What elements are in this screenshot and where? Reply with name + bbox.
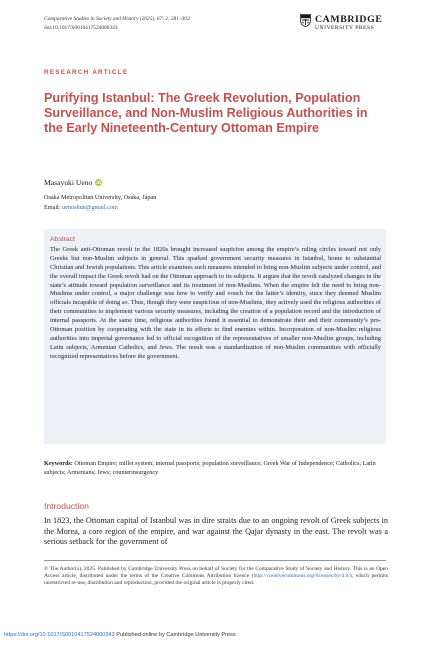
copyright-text-a: © The Author(s), 2025. Published by Cambridge University Press on behalf of Society for the Comparative Study of Society and History. This is an Open Access article, distributed under the terms of the Creative Commons Attribution licence ( <box>44 566 388 579</box>
copyright-text-b: ), which permits unrestricted re-use, distribution and reproduction, provided the original article is properly cited. <box>44 573 389 586</box>
keywords-label: Keywords: <box>44 460 73 467</box>
abstract-heading: Abstract <box>50 236 75 243</box>
cambridge-shield-icon <box>300 14 311 32</box>
keywords <box>44 460 388 477</box>
footnote-divider <box>44 560 386 561</box>
author-affiliation: Osaka Metropolitan University, Osaka, Japan <box>44 194 157 201</box>
publisher-logo[interactable] <box>300 14 382 32</box>
abstract-text: The Greek anti-Ottoman revolt in the 1820s brought increased suspicion among the empire’s ruling circles toward not only Greeks but non-Muslim subjects in general. This sparked government security measures in Istanbul, home to substantial Christian and Jewish populations. This article examines such measures intended to bring non-Muslim subjects under control, and the overall impact the Greek revolt had on the Ottoman approach to its subjects. It argues that the revolt catalyzed changes in the state’s attitude toward population surveillance and its treatment of non-Muslims. When the empire felt the need to bring non-Muslims under control, a major challenge was how to verify and vouch for the latter’s identity, since they deemed Muslim officials incapable of doing so. Thus, though they were suspicious of non-Muslims, they actively used the religious authorities of their communities to implement various security measures, including the creation of a population record and the introduction of internal passports. At the same time, religious authorities found it essential to demonstrate their and their community’s pro-Ottoman position by cooperating with the state in its efforts to find enemies within. Incorporation of non-Muslim religious authorities into imperial governance led to official recognition of the representatives of smaller non-Muslim groups, including Latin subjects, Armenian Catholics, and Jews. The result was a standardization of non-Muslim communities with officially recognized representatives before the government. <box>50 246 381 360</box>
journal-citation: Comparative Studies in Society and History (2025), 67: 2, 281–302 <box>44 16 190 22</box>
license-link[interactable]: http://creativecommons.org/licenses/by/4.0/ <box>253 573 350 579</box>
article-doi[interactable]: doi:10.1017/S0010417524000343 <box>44 25 118 31</box>
footer-doi-link[interactable]: https://doi.org/10.1017/S0010417524000343 <box>4 632 115 638</box>
orcid-icon[interactable]: iD <box>96 180 102 185</box>
logo-line-2: UNIVERSITY PRESS <box>315 24 375 31</box>
copyright-notice <box>44 566 388 587</box>
author-name[interactable]: Masayuki Ueno <box>44 178 93 187</box>
logo-line-1: CAMBRIDGE <box>315 13 383 25</box>
article-title: Purifying Istanbul: The Greek Revolution, Population Surveillance, and Non-Muslim Religious Authorities in the Early Nineteenth-Century Ottoman Empire <box>44 91 368 136</box>
introduction-heading: Introduction <box>44 501 89 511</box>
keywords-text: Ottoman Empire; millet system; internal passports; population surveillance; Greek War of Independence; Catholics; Latin subjects; Armenians; Jews; counterinsurgency <box>44 460 376 476</box>
abstract-box <box>44 229 386 444</box>
introduction-text: In 1823, the Ottoman capital of Istanbul was in dire straits due to an ongoing revolt of Greek subjects in the Morea, a core region of the empire, and war against the Qajar dynasty in the east. The revolt was a serious setback for the government of <box>44 516 388 547</box>
page-footer <box>4 632 236 638</box>
author-line <box>44 178 102 187</box>
footer-published: Published online by Cambridge University Press <box>116 632 236 638</box>
author-email-line <box>44 204 118 211</box>
email-label: Email: <box>44 204 61 211</box>
email-link[interactable]: uenoshun@gmail.com <box>62 204 118 211</box>
article-type: RESEARCH ARTICLE <box>44 69 129 76</box>
